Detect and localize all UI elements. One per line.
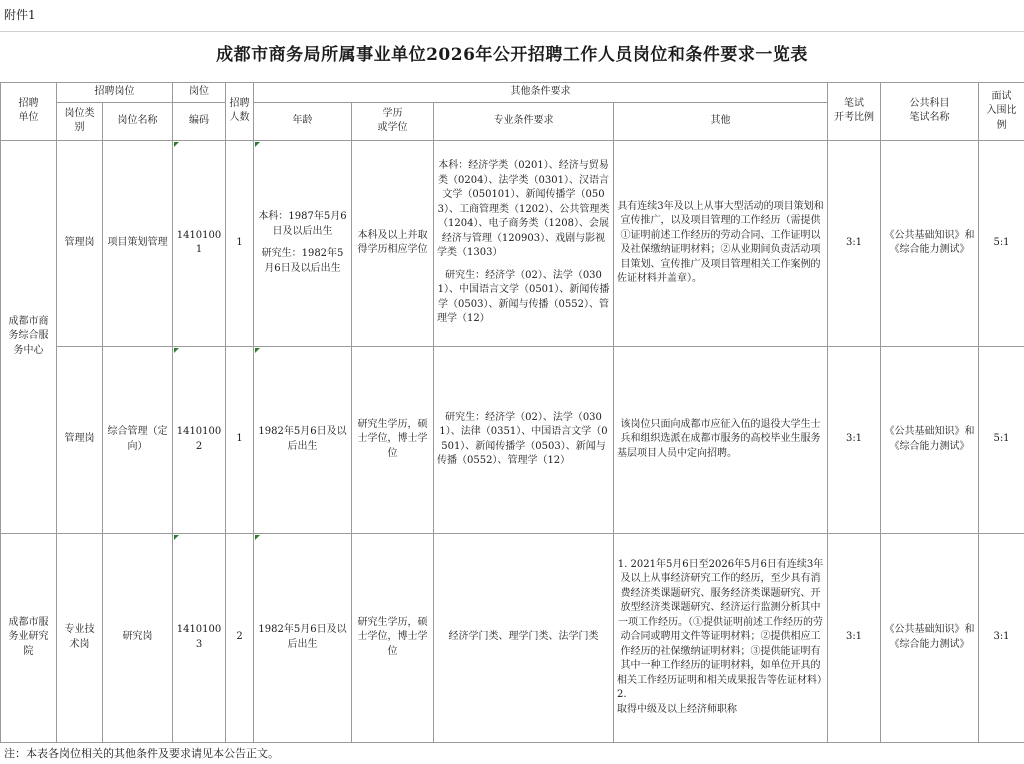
spacer (437, 261, 610, 269)
count-cell: 1 (226, 140, 254, 346)
post-name-cell: 综合管理（定向） (103, 346, 173, 533)
unit-cell-institute: 成都市服务业研究院 (1, 533, 57, 742)
exam-ratio-cell: 3:1 (828, 346, 881, 533)
major-undergrad: 本科：经济学类（0201）、经济与贸易类（0204）、法学类（0301）、汉语言文学（050101）、新闻传播学（0503）、工商管理类（1202）、公共管理类（1204）、电子商务类（1208）、会展经济与管理（120903）、戏剧与影视学类（1303） (437, 160, 610, 259)
other-cell: 具有连续3年及以上从事大型活动的项目策划和宣传推广，以及项目管理的工作经历（需提供①证明前述工作经历的劳动合同、工作证明以及社保缴纳证明材料；②从业期间负责活动项目策划、宣传推广及项目管理相关工作案例的佐证材料并盖章）。 (614, 140, 828, 346)
interview-ratio-cell: 5:1 (979, 140, 1024, 346)
header-row-1 (1, 83, 1024, 103)
header-unit: 招聘 单位 (1, 83, 57, 141)
spacer (257, 239, 348, 247)
major-cell (434, 140, 614, 346)
header-age: 年龄 (254, 102, 352, 140)
unit-cell-center: 成都市商务综合服务中心 (1, 140, 57, 533)
edu-cell: 研究生学历，硕士学位，博士学位 (352, 346, 434, 533)
header-post-group2: 岗位 (173, 83, 226, 103)
annex-label: 附件1 (4, 8, 36, 22)
code-cell: 14101002 (173, 346, 226, 533)
age-cell (254, 140, 352, 346)
code-cell: 14101001 (173, 140, 226, 346)
header-post-type: 岗位类别 (57, 102, 103, 140)
age-cell: 1982年5月6日及以后出生 (254, 346, 352, 533)
edu-cell: 本科及以上并取得学历相应学位 (352, 140, 434, 346)
interview-ratio-cell: 3:1 (979, 533, 1024, 742)
code-cell: 14101003 (173, 533, 226, 742)
header-other-group: 其他条件要求 (254, 83, 828, 103)
age-postgrad: 研究生：1982年5月6日及以后出生 (261, 248, 344, 274)
post-type-cell: 管理岗 (57, 346, 103, 533)
footnote: 注：本表各岗位相关的其他条件及要求请见本公告正文。 (4, 747, 279, 760)
major-cell: 经济学门类、理学门类、法学门类 (434, 533, 614, 742)
header-major: 专业条件要求 (434, 102, 614, 140)
post-type-cell: 专业技术岗 (57, 533, 103, 742)
header-exam-ratio: 笔试 开考比例 (828, 83, 881, 141)
header-post-name: 岗位名称 (103, 102, 173, 140)
page-title: 成都市商务局所属事业单位2026年公开招聘工作人员岗位和条件要求一览表 (216, 45, 808, 65)
table-row (1, 140, 1024, 346)
header-interview-ratio: 面试 入围比例 (979, 83, 1024, 141)
table-row (1, 533, 1024, 742)
exam-ratio-cell: 3:1 (828, 533, 881, 742)
other-cell: 该岗位只面向成都市应征入伍的退役大学生士兵和组织选派在成都市服务的高校毕业生服务基层项目人员中定向招聘。 (614, 346, 828, 533)
top-divider (0, 31, 1024, 32)
header-code: 编码 (173, 102, 226, 140)
header-other: 其他 (614, 102, 828, 140)
major-postgrad: 研究生：经济学（02）、法学（0301）、中国语言文学（0501）、新闻传播学（0503）、新闻与传播（0552）、管理学（12） (437, 269, 610, 325)
age-undergrad: 本科：1987年5月6日及以后出生 (258, 211, 347, 237)
exam-ratio-cell: 3:1 (828, 140, 881, 346)
header-edu: 学历 或学位 (352, 102, 434, 140)
subject-cell: 《公共基础知识》和《综合能力测试》 (881, 533, 979, 742)
count-cell: 2 (226, 533, 254, 742)
recruitment-table (0, 82, 1024, 743)
other-item-2-text: 取得中级及以上经济师职称 (617, 703, 737, 715)
edu-cell: 研究生学历，硕士学位，博士学位 (352, 533, 434, 742)
header-count: 招聘 人数 (226, 83, 254, 141)
other-item-1: 1. 2021年5月6日至2026年5月6日有连续3年及以上从事经济研究工作的经历，至少具有消费经济类课题研究、服务经济类课题研究、开放型经济类课题研究、经济运行监测分析其中一项工作经历。（①提供证明前述工作经历的劳动合同或聘用文件等证明材料；②提供相应工作经历的社保缴纳证明材料；③提供能证明有其中一种工作经历的证明材料，如单位开具的相关工作经历证明和相关成果报告等佐证材料） (617, 558, 827, 686)
post-name-cell: 研究岗 (103, 533, 173, 742)
other-item-2-number: 2. (617, 689, 627, 701)
major-cell: 研究生：经济学（02）、法学（0301）、法律（0351）、中国语言文学（0501）、新闻传播学（0503）、新闻与传播（0552）、管理学（12） (434, 346, 614, 533)
age-cell: 1982年5月6日及以后出生 (254, 533, 352, 742)
table-row (1, 346, 1024, 533)
interview-ratio-cell: 5:1 (979, 346, 1024, 533)
header-post-group: 招聘岗位 (57, 83, 173, 103)
header-public-subject: 公共科目 笔试名称 (881, 83, 979, 141)
post-type-cell: 管理岗 (57, 140, 103, 346)
subject-cell: 《公共基础知识》和《综合能力测试》 (881, 140, 979, 346)
post-name-cell: 项目策划管理 (103, 140, 173, 346)
other-cell (614, 533, 828, 742)
count-cell: 1 (226, 346, 254, 533)
subject-cell: 《公共基础知识》和《综合能力测试》 (881, 346, 979, 533)
